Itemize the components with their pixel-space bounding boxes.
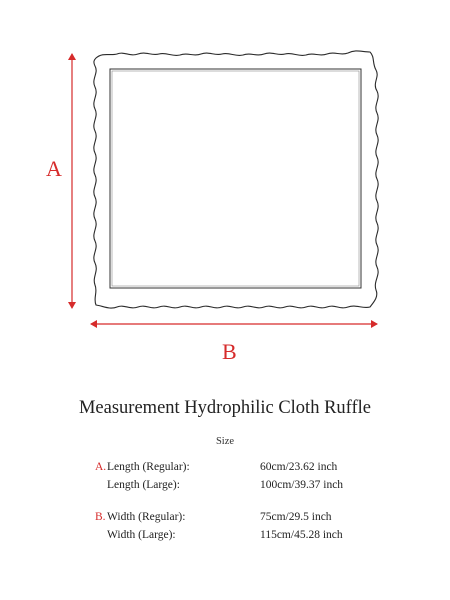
spec-row-width-large: [0, 529, 450, 545]
spec-label: Length (Large):: [107, 479, 180, 491]
dimension-label-a: A: [46, 156, 62, 181]
spec-label: Width (Large):: [107, 529, 176, 541]
inner-panel: [110, 69, 361, 288]
spec-label: Length (Regular):: [107, 461, 190, 473]
marker-a: A.: [95, 461, 107, 473]
dimension-label-b: B: [222, 339, 237, 364]
spec-value: 100cm/39.37 inch: [260, 479, 344, 491]
spec-value: 115cm/45.28 inch: [260, 529, 343, 541]
size-heading: Size: [215, 436, 235, 447]
spec-value: 75cm/29.5 inch: [260, 511, 332, 523]
spec-label: Width (Regular):: [107, 511, 186, 523]
marker-b: B.: [95, 511, 106, 523]
spec-row-length-regular: [0, 461, 450, 477]
ruffle-outline: [94, 51, 378, 308]
inner-panel-stitch: [112, 71, 359, 286]
spec-row-length-large: [0, 479, 450, 495]
spec-value: 60cm/23.62 inch: [260, 461, 338, 473]
spec-row-width-regular: [0, 511, 450, 527]
page-title: Measurement Hydrophilic Cloth Ruffle: [78, 398, 371, 418]
